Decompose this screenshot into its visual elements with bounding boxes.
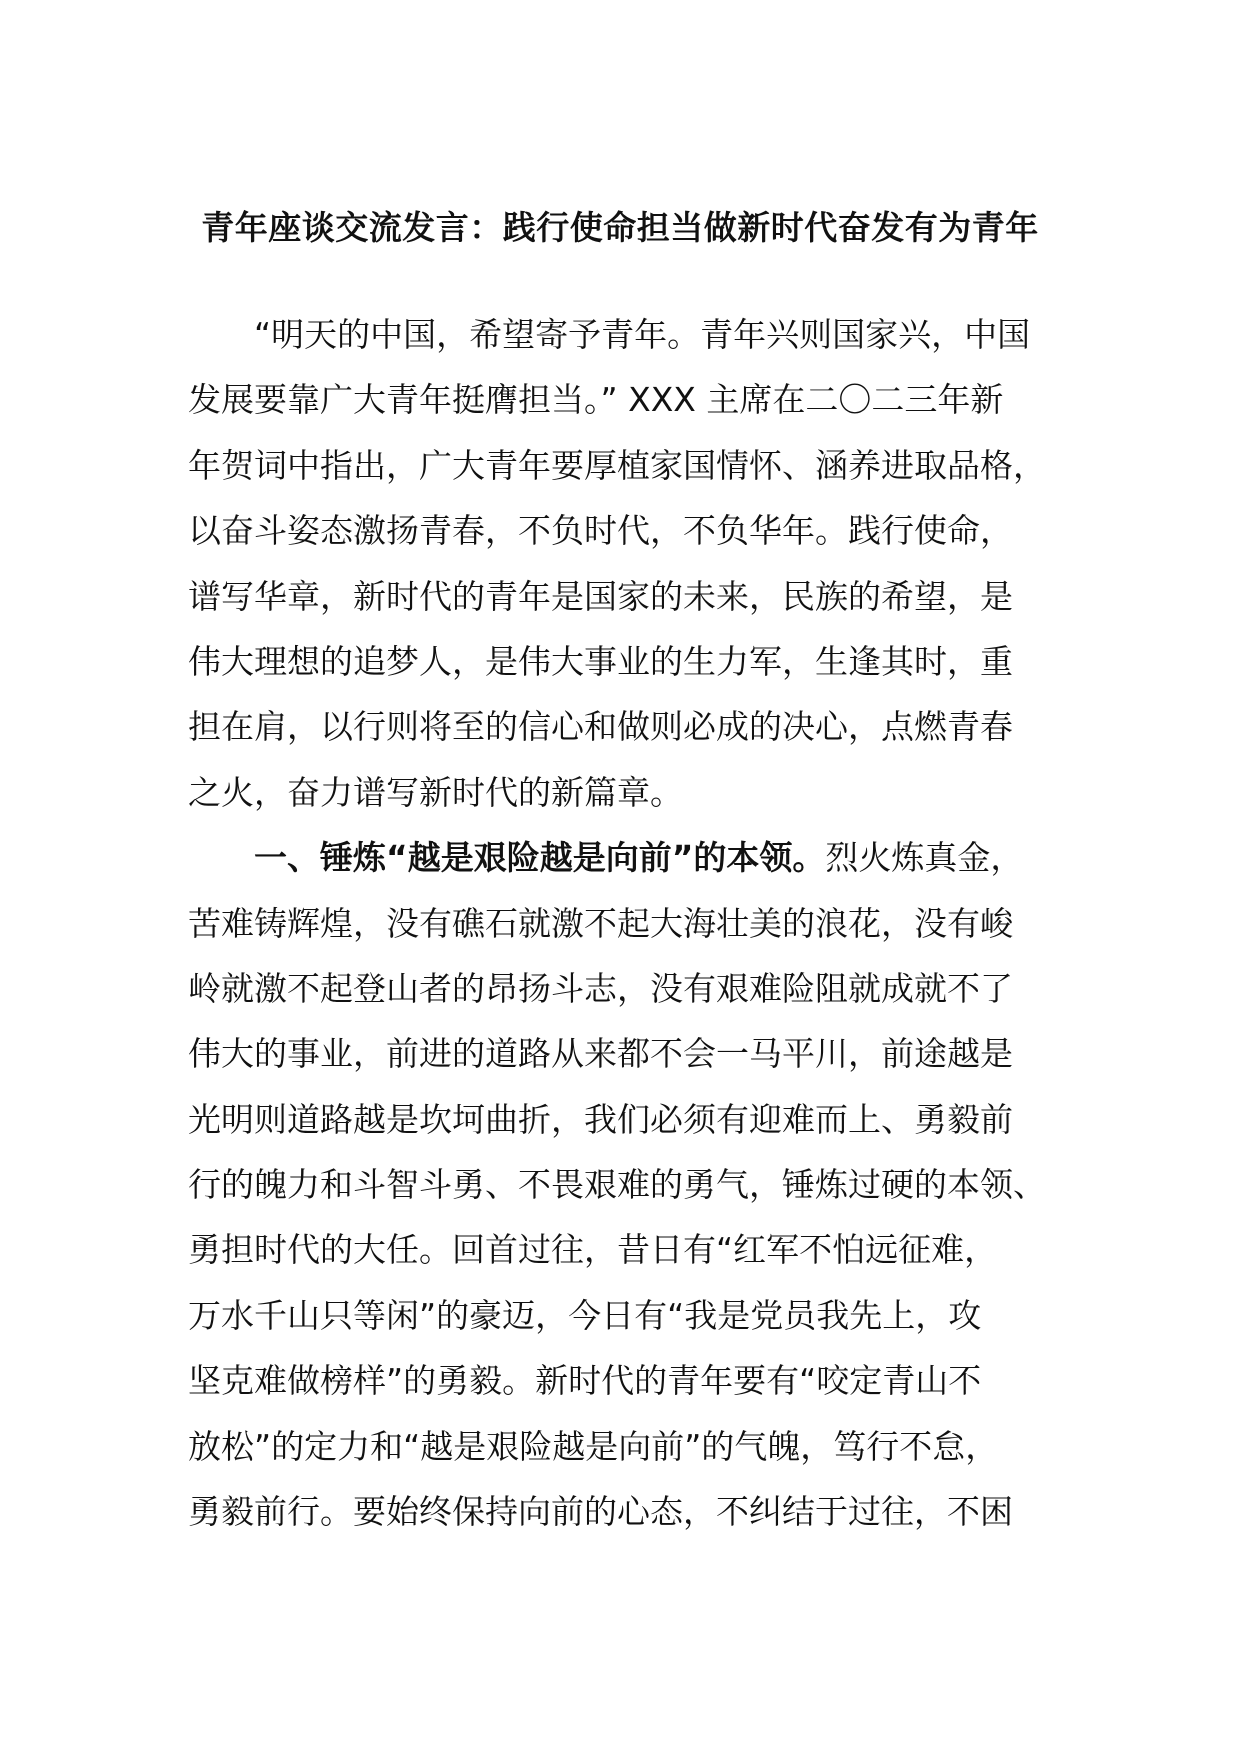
document-title: 青年座谈交流发言：践行使命担当做新时代奋发有为青年 <box>201 208 1039 247</box>
paragraph-line: 勇担时代的大任。回首过往，昔日有“红军不怕远征难， <box>188 1230 998 1270</box>
paragraph-line: 苦难铸辉煌，没有礁石就激不起大海壮美的浪花，没有峻 <box>188 903 1013 943</box>
paragraph-line: 发展要靠广大青年挺膺担当。” XXX 主席在二〇二三年新 <box>188 380 1004 420</box>
paragraph-line: 谱写华章，新时代的青年是国家的未来，民族的希望，是 <box>188 576 1013 616</box>
paragraph-line: 行的魄力和斗智斗勇、不畏艰难的勇气，锤炼过硬的本领、 <box>188 1165 1046 1205</box>
paragraph-line: 放松”的定力和“越是艰险越是向前”的气魄，笃行不怠， <box>188 1426 999 1466</box>
paragraph-line: 年贺词中指出，广大青年要厚植家国情怀、涵养进取品格， <box>188 445 1046 485</box>
paragraph-text: 烈火炼真金， <box>825 838 1024 878</box>
paragraph-line: 之火，奋力谱写新时代的新篇章。 <box>188 772 683 812</box>
document-body <box>188 302 1060 1544</box>
paragraph-line: 坚克难做榜样”的勇毅。新时代的青年要有“咬定青山不 <box>188 1361 982 1401</box>
paragraph-line: “明天的中国，希望寄予青年。青年兴则国家兴，中国 <box>254 315 1031 354</box>
paragraph-line: 岭就激不起登山者的昂扬斗志，没有艰难险阻就成就不了 <box>188 968 1013 1008</box>
section-heading: 一、锤炼“越是艰险越是向前”的本领。 <box>254 838 826 878</box>
paragraph-line: 光明则道路越是坎坷曲折，我们必须有迎难而上、勇毅前 <box>188 1099 1013 1139</box>
paragraph-line: 伟大理想的追梦人，是伟大事业的生力军，生逢其时，重 <box>188 641 1013 681</box>
paragraph-line: 以奋斗姿态激扬青春，不负时代，不负华年。践行使命， <box>188 511 1013 551</box>
paragraph-line: 万水千山只等闲”的豪迈，今日有“我是党员我先上，攻 <box>188 1295 982 1335</box>
paragraph-line <box>188 825 1060 890</box>
paragraph-line: 伟大的事业，前进的道路从来都不会一马平川，前途越是 <box>188 1034 1013 1074</box>
paragraph-line: 勇毅前行。要始终保持向前的心态，不纠结于过往，不困 <box>188 1492 1013 1532</box>
paragraph-line: 担在肩，以行则将至的信心和做则必成的决心，点燃青春 <box>188 707 1013 747</box>
